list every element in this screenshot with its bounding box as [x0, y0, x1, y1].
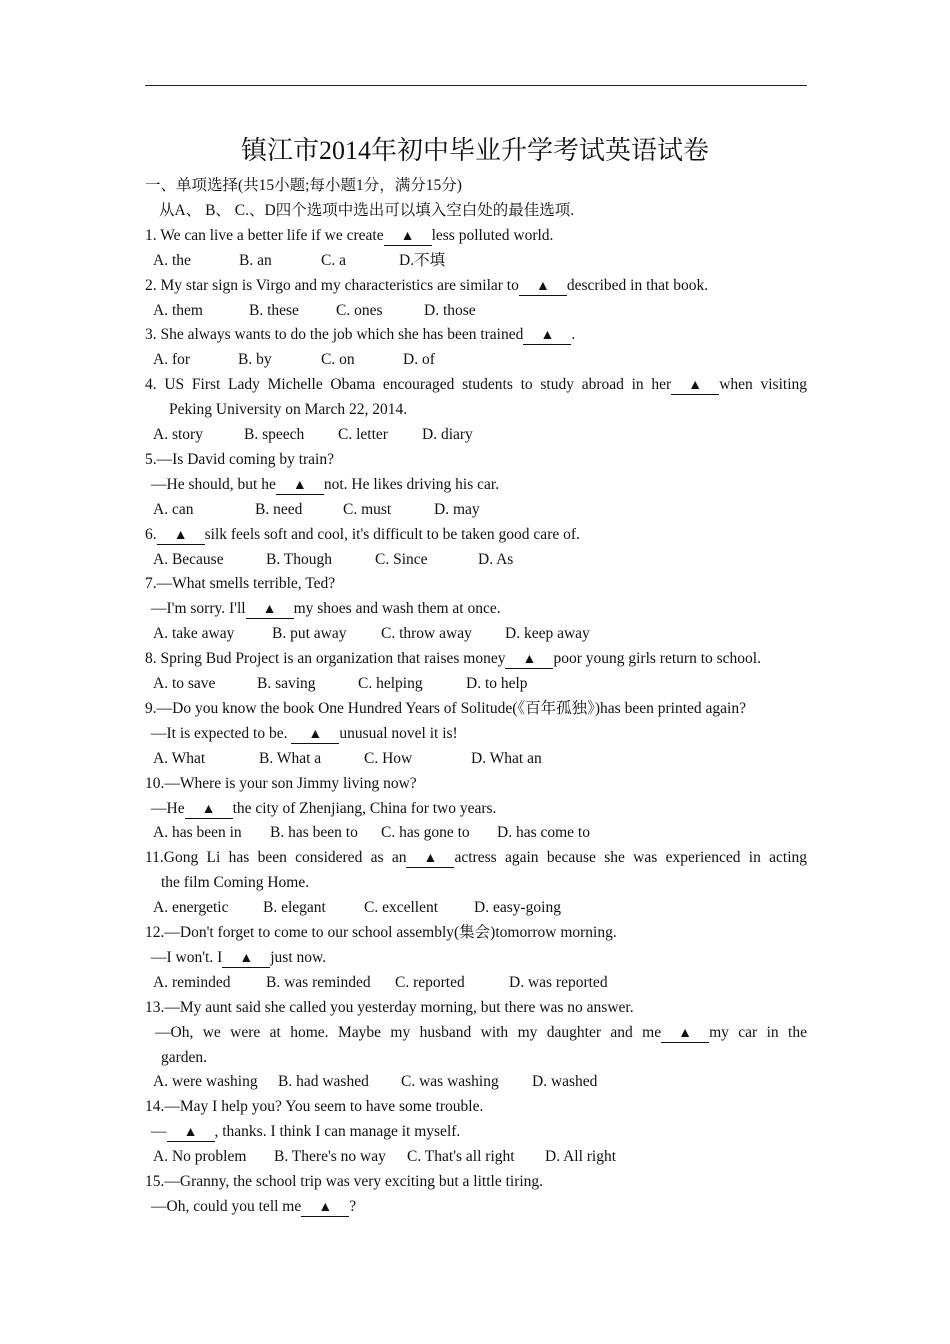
question-stem [145, 226, 553, 246]
answer-option[interactable]: C. throw away [381, 625, 472, 643]
answer-option[interactable]: A. has been in [153, 824, 242, 842]
answer-option[interactable]: C. That's all right [407, 1148, 515, 1166]
answer-option[interactable]: D. What an [471, 749, 542, 767]
question-stem-part: 13.—My aunt said she called you yesterday morning, but there was no answer. [145, 998, 634, 1016]
answer-option[interactable]: D.不填 [399, 251, 446, 269]
question-reply-continuation [161, 1048, 207, 1068]
answer-option[interactable]: D. of [403, 351, 435, 369]
answer-option[interactable]: B. speech [244, 426, 305, 443]
question-stem [145, 276, 708, 296]
question-stem-part: 4. US First Lady Michelle Obama encouraged students to study abroad in her [145, 376, 672, 394]
answer-option[interactable]: D. diary [422, 426, 473, 443]
question-stem [145, 574, 335, 594]
answer-option[interactable]: B. saving [257, 675, 316, 692]
question-stem-part: 7.—What smells terrible, Ted? [145, 575, 336, 593]
answer-option[interactable]: D. has come to [497, 824, 590, 842]
section-instruction-text: 从A、 B、 C.、D四个选项中选出可以填入空白处的最佳选项. [159, 201, 575, 219]
answer-option[interactable]: B. put away [272, 625, 347, 643]
answer-blank[interactable]: ▲ [276, 477, 324, 495]
question-stem [145, 699, 746, 719]
question-reply [155, 1023, 807, 1043]
answer-option[interactable]: B. these [249, 301, 299, 319]
question-reply [151, 724, 458, 744]
answer-option[interactable]: D. As [478, 550, 514, 568]
question-stem-continuation [161, 873, 309, 893]
question-stem-part: 1. We can live a better life if we create [145, 226, 384, 244]
question-stem-part: 14.—May I help you? You seem to have some trouble. [145, 1098, 484, 1116]
question-reply-continuation-text: garden. [161, 1048, 208, 1066]
question-reply-part: —He should, but he [151, 475, 276, 493]
answer-option[interactable]: A. reminded [153, 973, 231, 991]
answer-option[interactable]: D. washed [532, 1073, 598, 1091]
question-reply-part: not. He likes driving his car. [323, 475, 500, 493]
question-reply-part: , thanks. I think I can manage it myself. [214, 1123, 461, 1141]
page-title: 镇江市2014年初中毕业升学考试英语试卷 [240, 136, 709, 165]
question-stem [145, 774, 417, 794]
question-stem [145, 325, 575, 345]
question-stem-part: 12.—Don't forget to come to our school assembly(集会)tomorrow morning. [145, 924, 617, 941]
answer-option[interactable]: A. can [153, 500, 194, 518]
question-stem [145, 649, 761, 669]
question-stem-part: silk feels soft and cool, it's difficult to be taken good care of. [204, 525, 580, 543]
question-reply-part: unusual novel it is! [339, 724, 458, 742]
question-reply [151, 475, 499, 495]
question-reply [151, 1197, 356, 1217]
answer-blank[interactable]: ▲ [185, 801, 233, 819]
question-stem [145, 375, 807, 395]
question-reply-part: —It is expected to be. [151, 724, 292, 742]
answer-option[interactable]: A. to save [153, 675, 216, 692]
answer-option[interactable]: B. was reminded [266, 973, 371, 991]
answer-option[interactable]: D. was reported [509, 973, 608, 991]
answer-blank[interactable]: ▲ [523, 327, 571, 345]
answer-blank[interactable]: ▲ [222, 950, 270, 968]
answer-option[interactable]: B. had washed [278, 1073, 369, 1091]
answer-option[interactable]: C. was washing [401, 1073, 499, 1091]
question-stem [145, 848, 807, 868]
answer-option[interactable]: C. ones [336, 301, 383, 319]
answer-option[interactable]: B. elegant [263, 899, 326, 917]
question-stem-part: 9.—Do you know the book One Hundred Years of Solitude(《百年孤独》)has been printed again? [145, 699, 746, 717]
question-reply-part: just now. [270, 948, 327, 966]
question-stem-continuation-text: Peking University on March 22, 2014. [169, 401, 408, 419]
answer-option[interactable]: A. story [153, 426, 203, 443]
question-reply-part: — [151, 1123, 167, 1141]
question-stem [145, 1097, 483, 1117]
answer-option[interactable]: D. keep away [505, 625, 590, 643]
question-reply [151, 599, 501, 619]
question-stem [145, 525, 580, 545]
answer-option[interactable]: B. There's no way [274, 1148, 386, 1166]
answer-blank[interactable]: ▲ [661, 1025, 709, 1043]
question-stem-part: 8. Spring Bud Project is an organization that raises money [145, 650, 506, 668]
answer-option[interactable]: A. take away [153, 625, 235, 643]
question-stem-part: 5.—Is David coming by train? [145, 450, 334, 468]
answer-option[interactable]: B. Though [266, 550, 333, 568]
question-stem-part: poor young girls return to school. [553, 650, 761, 668]
answer-option[interactable]: C. letter [338, 426, 388, 443]
question-stem-part: 10.—Where is your son Jimmy living now? [145, 774, 417, 792]
answer-option[interactable]: D. to help [466, 675, 528, 692]
answer-option[interactable]: C. excellent [364, 899, 439, 917]
answer-option[interactable]: C. must [343, 500, 392, 518]
answer-option[interactable]: C. Since [375, 550, 428, 568]
question-reply-part: —I won't. I [151, 948, 223, 966]
question-stem-part: actress again because she was experienced in acting [454, 849, 807, 867]
question-reply [151, 799, 496, 819]
answer-option[interactable]: A. for [153, 351, 191, 369]
answer-option[interactable]: B. by [238, 351, 272, 369]
answer-blank[interactable]: ▲ [301, 1199, 349, 1217]
section-heading [145, 176, 462, 196]
answer-option[interactable]: C. How [364, 749, 413, 767]
answer-option[interactable]: B. need [255, 500, 303, 518]
answer-blank[interactable]: ▲ [291, 726, 339, 744]
answer-option[interactable]: A. the [153, 251, 191, 269]
answer-blank[interactable]: ▲ [406, 850, 454, 868]
answer-option[interactable]: C. helping [358, 675, 423, 692]
question-stem-part: 6. [145, 525, 157, 543]
question-stem-part: . [571, 326, 576, 344]
question-stem-part: 15.—Granny, the school trip was very exciting but a little tiring. [145, 1173, 544, 1190]
question-stem [145, 450, 334, 470]
question-stem-part: when visiting [719, 376, 807, 394]
question-stem-part: 11.Gong Li has been considered as an [145, 849, 407, 867]
answer-blank[interactable]: ▲ [167, 1124, 215, 1142]
answer-blank[interactable]: ▲ [671, 377, 719, 395]
answer-option[interactable]: A. Because [153, 550, 224, 568]
question-stem [145, 998, 634, 1018]
question-stem-part: described in that book. [566, 276, 709, 294]
answer-option[interactable]: A. energetic [153, 899, 229, 917]
question-reply-part: ? [349, 1197, 357, 1215]
question-reply-part: the city of Zhenjiang, China for two years. [232, 799, 497, 817]
question-reply [151, 948, 326, 968]
question-reply-part: —Oh, could you tell me [151, 1197, 302, 1215]
answer-option[interactable]: A. What [153, 749, 206, 767]
answer-option[interactable]: C. a [321, 251, 346, 269]
question-stem-part: 3. She always wants to do the job which she has been trained [145, 326, 524, 344]
answer-option[interactable]: D. All right [545, 1148, 617, 1166]
answer-option[interactable]: B. What a [259, 749, 322, 767]
answer-blank[interactable]: ▲ [384, 228, 432, 246]
question-reply-part: my car in the [709, 1023, 807, 1041]
answer-option[interactable]: B. an [239, 251, 272, 269]
answer-option[interactable]: C. on [321, 351, 355, 369]
question-reply-part: —Oh, we were at home. Maybe my husband with my daughter and me [155, 1023, 662, 1041]
answer-option[interactable]: D. those [424, 301, 476, 319]
question-reply-part: —He [151, 799, 185, 817]
answer-blank[interactable]: ▲ [505, 651, 553, 669]
question-stem-continuation-text: the film Coming Home. [161, 874, 310, 892]
answer-option[interactable]: D. may [434, 500, 480, 518]
answer-blank[interactable]: ▲ [246, 601, 294, 619]
answer-option[interactable]: D. easy-going [474, 899, 561, 917]
header-rule [145, 85, 807, 86]
question-stem-continuation [169, 400, 407, 420]
answer-option[interactable]: C. has gone to [381, 824, 470, 842]
answer-option[interactable]: A. were washing [153, 1073, 258, 1091]
question-stem-part: 2. My star sign is Virgo and my characteristics are similar to [145, 276, 519, 294]
answer-option[interactable]: B. has been to [270, 824, 358, 842]
answer-option[interactable]: A. them [153, 301, 203, 319]
section-instruction [159, 201, 574, 221]
question-reply [151, 1122, 460, 1142]
answer-option[interactable]: A. No problem [153, 1148, 247, 1166]
answer-blank[interactable]: ▲ [157, 527, 205, 545]
section-heading-text: 一、单项选择(共15小题;每小题1分，满分15分) [145, 177, 462, 194]
question-stem [145, 1172, 543, 1192]
answer-option[interactable]: C. reported [395, 973, 465, 991]
answer-blank[interactable]: ▲ [519, 278, 567, 296]
question-reply-part: —I'm sorry. I'll [151, 600, 246, 618]
question-stem [145, 923, 617, 943]
question-stem-part: less polluted world. [431, 226, 554, 244]
question-reply-part: my shoes and wash them at once. [293, 600, 501, 618]
